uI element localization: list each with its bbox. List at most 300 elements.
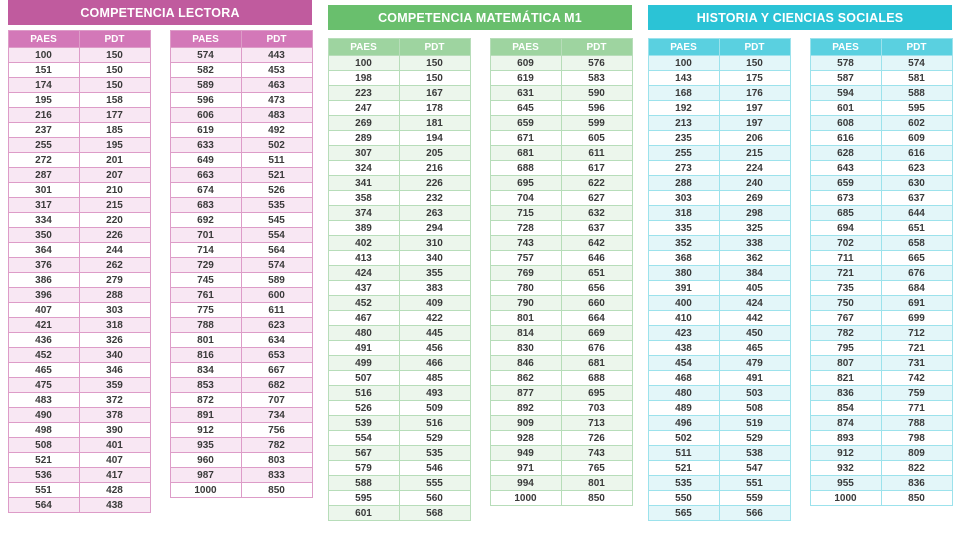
column-header-pdt: PDT bbox=[241, 31, 312, 48]
table-cell: 892 bbox=[490, 401, 561, 416]
table-cell: 619 bbox=[490, 71, 561, 86]
table-cell: 628 bbox=[810, 146, 881, 161]
table-row bbox=[490, 326, 632, 341]
table-row bbox=[810, 326, 952, 341]
table-row bbox=[8, 138, 150, 153]
table-cell: 326 bbox=[79, 333, 150, 348]
table-cell: 582 bbox=[170, 63, 241, 78]
table-row bbox=[648, 446, 790, 461]
table-cell: 651 bbox=[561, 266, 632, 281]
table-row bbox=[648, 356, 790, 371]
table-row bbox=[648, 236, 790, 251]
table-row bbox=[810, 491, 952, 506]
table-cell: 633 bbox=[170, 138, 241, 153]
table-cell: 765 bbox=[561, 461, 632, 476]
tables-row bbox=[645, 30, 955, 521]
table-row bbox=[8, 363, 150, 378]
table-cell: 244 bbox=[79, 243, 150, 258]
table-cell: 637 bbox=[881, 191, 952, 206]
table-row bbox=[810, 371, 952, 386]
table-cell: 616 bbox=[810, 131, 881, 146]
tables-row bbox=[325, 30, 635, 521]
table-cell: 438 bbox=[648, 341, 719, 356]
table-cell: 600 bbox=[241, 288, 312, 303]
table-cell: 623 bbox=[881, 161, 952, 176]
table-row bbox=[328, 476, 470, 491]
table-cell: 691 bbox=[881, 296, 952, 311]
table-cell: 263 bbox=[399, 206, 470, 221]
table-row bbox=[328, 251, 470, 266]
table-cell: 519 bbox=[719, 416, 790, 431]
table-cell: 288 bbox=[79, 288, 150, 303]
table-cell: 631 bbox=[490, 86, 561, 101]
section-historia-ciencias-sociales bbox=[640, 0, 960, 556]
table-cell: 803 bbox=[241, 453, 312, 468]
table-cell: 816 bbox=[170, 348, 241, 363]
table-cell: 616 bbox=[881, 146, 952, 161]
table-row bbox=[490, 86, 632, 101]
table-cell: 673 bbox=[810, 191, 881, 206]
table-cell: 521 bbox=[8, 453, 79, 468]
table-cell: 1000 bbox=[810, 491, 881, 506]
table-row bbox=[490, 371, 632, 386]
table-cell: 185 bbox=[79, 123, 150, 138]
table-row bbox=[648, 326, 790, 341]
table-row bbox=[8, 333, 150, 348]
table-row bbox=[648, 161, 790, 176]
table-cell: 782 bbox=[810, 326, 881, 341]
table-cell: 611 bbox=[241, 303, 312, 318]
table-cell: 850 bbox=[241, 483, 312, 498]
table-cell: 713 bbox=[561, 416, 632, 431]
table-cell: 743 bbox=[561, 446, 632, 461]
table-row bbox=[170, 318, 312, 333]
table-row bbox=[8, 288, 150, 303]
section-title-banner: HISTORIA Y CIENCIAS SOCIALES bbox=[648, 5, 952, 30]
table-cell: 987 bbox=[170, 468, 241, 483]
table-row bbox=[328, 191, 470, 206]
table-cell: 750 bbox=[810, 296, 881, 311]
header-row bbox=[490, 39, 632, 56]
table-row bbox=[328, 221, 470, 236]
table-cell: 150 bbox=[399, 56, 470, 71]
table-cell: 151 bbox=[8, 63, 79, 78]
tables-row bbox=[5, 25, 315, 513]
table-cell: 176 bbox=[719, 86, 790, 101]
table-cell: 391 bbox=[648, 281, 719, 296]
table-row bbox=[490, 446, 632, 461]
table-cell: 728 bbox=[490, 221, 561, 236]
table-cell: 535 bbox=[241, 198, 312, 213]
table-cell: 588 bbox=[881, 86, 952, 101]
table-row bbox=[490, 311, 632, 326]
table-cell: 216 bbox=[8, 108, 79, 123]
table-cell: 555 bbox=[399, 476, 470, 491]
table-cell: 358 bbox=[328, 191, 399, 206]
table-cell: 536 bbox=[8, 468, 79, 483]
table-cell: 303 bbox=[648, 191, 719, 206]
table-row bbox=[328, 101, 470, 116]
table-row bbox=[170, 453, 312, 468]
table-row bbox=[170, 198, 312, 213]
table-row bbox=[8, 93, 150, 108]
table-cell: 853 bbox=[170, 378, 241, 393]
table-row bbox=[810, 266, 952, 281]
table-row bbox=[648, 221, 790, 236]
table-cell: 174 bbox=[8, 78, 79, 93]
table-row bbox=[810, 311, 952, 326]
table-row bbox=[170, 63, 312, 78]
table-cell: 658 bbox=[881, 236, 952, 251]
table-cell: 909 bbox=[490, 416, 561, 431]
table-cell: 676 bbox=[561, 341, 632, 356]
table-row bbox=[810, 431, 952, 446]
table-row bbox=[490, 251, 632, 266]
table-cell: 721 bbox=[881, 341, 952, 356]
table-cell: 564 bbox=[241, 243, 312, 258]
table-cell: 452 bbox=[8, 348, 79, 363]
table-cell: 380 bbox=[648, 266, 719, 281]
table-cell: 684 bbox=[881, 281, 952, 296]
table-cell: 503 bbox=[719, 386, 790, 401]
header-row bbox=[648, 39, 790, 56]
table-row bbox=[328, 296, 470, 311]
table-cell: 150 bbox=[79, 63, 150, 78]
table-row bbox=[8, 393, 150, 408]
table-row bbox=[170, 183, 312, 198]
table-row bbox=[490, 131, 632, 146]
table-row bbox=[8, 498, 150, 513]
table-cell: 201 bbox=[79, 153, 150, 168]
column-header-paes: PAES bbox=[8, 31, 79, 48]
table-cell: 468 bbox=[648, 371, 719, 386]
table-row bbox=[170, 333, 312, 348]
table-row bbox=[170, 48, 312, 63]
table-cell: 649 bbox=[170, 153, 241, 168]
header-row bbox=[810, 39, 952, 56]
table-cell: 442 bbox=[719, 311, 790, 326]
table-cell: 453 bbox=[241, 63, 312, 78]
table-row bbox=[8, 483, 150, 498]
table-row bbox=[648, 401, 790, 416]
table-row bbox=[648, 56, 790, 71]
table-cell: 546 bbox=[399, 461, 470, 476]
table-cell: 703 bbox=[561, 401, 632, 416]
table-cell: 502 bbox=[648, 431, 719, 446]
table-cell: 143 bbox=[648, 71, 719, 86]
table-row bbox=[810, 476, 952, 491]
table-cell: 240 bbox=[719, 176, 790, 191]
table-cell: 526 bbox=[241, 183, 312, 198]
section-title-banner: COMPETENCIA MATEMÁTICA M1 bbox=[328, 5, 632, 30]
table-row bbox=[170, 243, 312, 258]
table-cell: 480 bbox=[328, 326, 399, 341]
table-cell: 437 bbox=[328, 281, 399, 296]
table-cell: 450 bbox=[719, 326, 790, 341]
table-cell: 617 bbox=[561, 161, 632, 176]
table-cell: 346 bbox=[79, 363, 150, 378]
table-cell: 400 bbox=[648, 296, 719, 311]
table-row bbox=[8, 348, 150, 363]
table-cell: 801 bbox=[561, 476, 632, 491]
table-row bbox=[328, 71, 470, 86]
section-competencia-lectora bbox=[0, 0, 320, 556]
table-row bbox=[810, 341, 952, 356]
table-cell: 581 bbox=[881, 71, 952, 86]
table-cell: 788 bbox=[881, 416, 952, 431]
table-cell: 100 bbox=[648, 56, 719, 71]
table-row bbox=[490, 461, 632, 476]
table-row bbox=[490, 221, 632, 236]
table-cell: 368 bbox=[648, 251, 719, 266]
table-row bbox=[648, 491, 790, 506]
table-cell: 596 bbox=[170, 93, 241, 108]
table-row bbox=[490, 341, 632, 356]
table-cell: 410 bbox=[648, 311, 719, 326]
table-cell: 707 bbox=[241, 393, 312, 408]
table-cell: 456 bbox=[399, 341, 470, 356]
table-cell: 701 bbox=[170, 228, 241, 243]
table-cell: 150 bbox=[719, 56, 790, 71]
table-cell: 891 bbox=[170, 408, 241, 423]
table-cell: 646 bbox=[561, 251, 632, 266]
table-row bbox=[8, 183, 150, 198]
table-cell: 483 bbox=[241, 108, 312, 123]
table-row bbox=[8, 423, 150, 438]
table-cell: 821 bbox=[810, 371, 881, 386]
table-cell: 833 bbox=[241, 468, 312, 483]
table-cell: 729 bbox=[170, 258, 241, 273]
table-row bbox=[648, 311, 790, 326]
table-cell: 682 bbox=[241, 378, 312, 393]
table-cell: 798 bbox=[881, 431, 952, 446]
table-row bbox=[170, 303, 312, 318]
table-cell: 912 bbox=[810, 446, 881, 461]
table-cell: 554 bbox=[328, 431, 399, 446]
table-cell: 623 bbox=[241, 318, 312, 333]
table-cell: 288 bbox=[648, 176, 719, 191]
header-row bbox=[170, 31, 312, 48]
table-row bbox=[328, 56, 470, 71]
table-cell: 438 bbox=[79, 498, 150, 513]
table-cell: 226 bbox=[399, 176, 470, 191]
conversion-table-matematica-1 bbox=[328, 38, 471, 521]
table-cell: 247 bbox=[328, 101, 399, 116]
table-row bbox=[8, 63, 150, 78]
table-cell: 854 bbox=[810, 401, 881, 416]
table-cell: 374 bbox=[328, 206, 399, 221]
table-row bbox=[328, 266, 470, 281]
table-row bbox=[810, 386, 952, 401]
table-cell: 721 bbox=[810, 266, 881, 281]
table-cell: 663 bbox=[170, 168, 241, 183]
table-cell: 341 bbox=[328, 176, 399, 191]
table-row bbox=[170, 288, 312, 303]
table-row bbox=[648, 251, 790, 266]
table-row bbox=[8, 318, 150, 333]
table-row bbox=[170, 393, 312, 408]
table-cell: 846 bbox=[490, 356, 561, 371]
table-row bbox=[328, 176, 470, 191]
table-cell: 726 bbox=[561, 431, 632, 446]
table-cell: 436 bbox=[8, 333, 79, 348]
table-cell: 207 bbox=[79, 168, 150, 183]
section-competencia-matematica-m1 bbox=[320, 0, 640, 556]
table-cell: 801 bbox=[490, 311, 561, 326]
table-cell: 405 bbox=[719, 281, 790, 296]
table-cell: 226 bbox=[79, 228, 150, 243]
table-cell: 862 bbox=[490, 371, 561, 386]
table-cell: 560 bbox=[399, 491, 470, 506]
table-cell: 454 bbox=[648, 356, 719, 371]
table-row bbox=[810, 416, 952, 431]
table-cell: 205 bbox=[399, 146, 470, 161]
table-cell: 480 bbox=[648, 386, 719, 401]
table-row bbox=[8, 408, 150, 423]
table-cell: 893 bbox=[810, 431, 881, 446]
table-cell: 551 bbox=[8, 483, 79, 498]
table-row bbox=[328, 506, 470, 521]
table-cell: 619 bbox=[170, 123, 241, 138]
table-cell: 656 bbox=[561, 281, 632, 296]
table-cell: 262 bbox=[79, 258, 150, 273]
table-cell: 599 bbox=[561, 116, 632, 131]
table-cell: 605 bbox=[561, 131, 632, 146]
table-cell: 443 bbox=[241, 48, 312, 63]
table-row bbox=[648, 431, 790, 446]
table-cell: 334 bbox=[8, 213, 79, 228]
table-row bbox=[170, 378, 312, 393]
table-cell: 971 bbox=[490, 461, 561, 476]
table-row bbox=[170, 273, 312, 288]
table-cell: 390 bbox=[79, 423, 150, 438]
table-cell: 359 bbox=[79, 378, 150, 393]
table-cell: 195 bbox=[79, 138, 150, 153]
table-cell: 834 bbox=[170, 363, 241, 378]
table-row bbox=[170, 123, 312, 138]
table-row bbox=[170, 468, 312, 483]
table-cell: 559 bbox=[719, 491, 790, 506]
table-cell: 681 bbox=[490, 146, 561, 161]
header-row bbox=[8, 31, 150, 48]
table-cell: 491 bbox=[328, 341, 399, 356]
table-cell: 335 bbox=[648, 221, 719, 236]
table-row bbox=[490, 386, 632, 401]
table-cell: 645 bbox=[490, 101, 561, 116]
table-row bbox=[328, 146, 470, 161]
table-cell: 215 bbox=[719, 146, 790, 161]
table-cell: 606 bbox=[170, 108, 241, 123]
table-cell: 994 bbox=[490, 476, 561, 491]
table-row bbox=[328, 311, 470, 326]
table-cell: 564 bbox=[8, 498, 79, 513]
table-cell: 197 bbox=[719, 101, 790, 116]
table-cell: 731 bbox=[881, 356, 952, 371]
table-row bbox=[328, 401, 470, 416]
table-row bbox=[328, 161, 470, 176]
column-header-pdt: PDT bbox=[881, 39, 952, 56]
table-cell: 294 bbox=[399, 221, 470, 236]
table-cell: 547 bbox=[719, 461, 790, 476]
table-cell: 583 bbox=[561, 71, 632, 86]
table-cell: 421 bbox=[8, 318, 79, 333]
table-row bbox=[648, 71, 790, 86]
table-cell: 318 bbox=[648, 206, 719, 221]
table-row bbox=[170, 153, 312, 168]
table-cell: 206 bbox=[719, 131, 790, 146]
table-cell: 428 bbox=[79, 483, 150, 498]
table-cell: 485 bbox=[399, 371, 470, 386]
table-cell: 194 bbox=[399, 131, 470, 146]
table-row bbox=[8, 48, 150, 63]
table-cell: 756 bbox=[241, 423, 312, 438]
table-cell: 702 bbox=[810, 236, 881, 251]
table-row bbox=[328, 326, 470, 341]
table-cell: 660 bbox=[561, 296, 632, 311]
table-cell: 601 bbox=[328, 506, 399, 521]
column-header-paes: PAES bbox=[328, 39, 399, 56]
table-cell: 467 bbox=[328, 311, 399, 326]
table-cell: 232 bbox=[399, 191, 470, 206]
table-row bbox=[328, 206, 470, 221]
table-cell: 175 bbox=[719, 71, 790, 86]
table-row bbox=[810, 236, 952, 251]
table-row bbox=[648, 176, 790, 191]
table-cell: 150 bbox=[79, 78, 150, 93]
table-row bbox=[8, 378, 150, 393]
table-row bbox=[490, 206, 632, 221]
column-header-pdt: PDT bbox=[399, 39, 470, 56]
table-row bbox=[648, 371, 790, 386]
table-row bbox=[648, 506, 790, 521]
table-cell: 535 bbox=[648, 476, 719, 491]
table-row bbox=[810, 461, 952, 476]
table-cell: 223 bbox=[328, 86, 399, 101]
table-cell: 601 bbox=[810, 101, 881, 116]
table-row bbox=[490, 416, 632, 431]
table-cell: 609 bbox=[490, 56, 561, 71]
table-cell: 935 bbox=[170, 438, 241, 453]
table-cell: 301 bbox=[8, 183, 79, 198]
table-cell: 350 bbox=[8, 228, 79, 243]
table-cell: 386 bbox=[8, 273, 79, 288]
table-cell: 216 bbox=[399, 161, 470, 176]
table-cell: 932 bbox=[810, 461, 881, 476]
header-row bbox=[328, 39, 470, 56]
table-cell: 928 bbox=[490, 431, 561, 446]
table-cell: 590 bbox=[561, 86, 632, 101]
table-cell: 489 bbox=[648, 401, 719, 416]
table-cell: 809 bbox=[881, 446, 952, 461]
table-cell: 215 bbox=[79, 198, 150, 213]
table-cell: 622 bbox=[561, 176, 632, 191]
table-row bbox=[8, 213, 150, 228]
table-row bbox=[648, 116, 790, 131]
table-cell: 634 bbox=[241, 333, 312, 348]
table-row bbox=[170, 258, 312, 273]
section-inner bbox=[640, 5, 960, 521]
table-cell: 378 bbox=[79, 408, 150, 423]
table-cell: 566 bbox=[719, 506, 790, 521]
table-row bbox=[328, 491, 470, 506]
table-cell: 574 bbox=[241, 258, 312, 273]
table-row bbox=[490, 236, 632, 251]
table-cell: 664 bbox=[561, 311, 632, 326]
table-cell: 830 bbox=[490, 341, 561, 356]
table-row bbox=[490, 101, 632, 116]
table-cell: 611 bbox=[561, 146, 632, 161]
table-cell: 475 bbox=[8, 378, 79, 393]
